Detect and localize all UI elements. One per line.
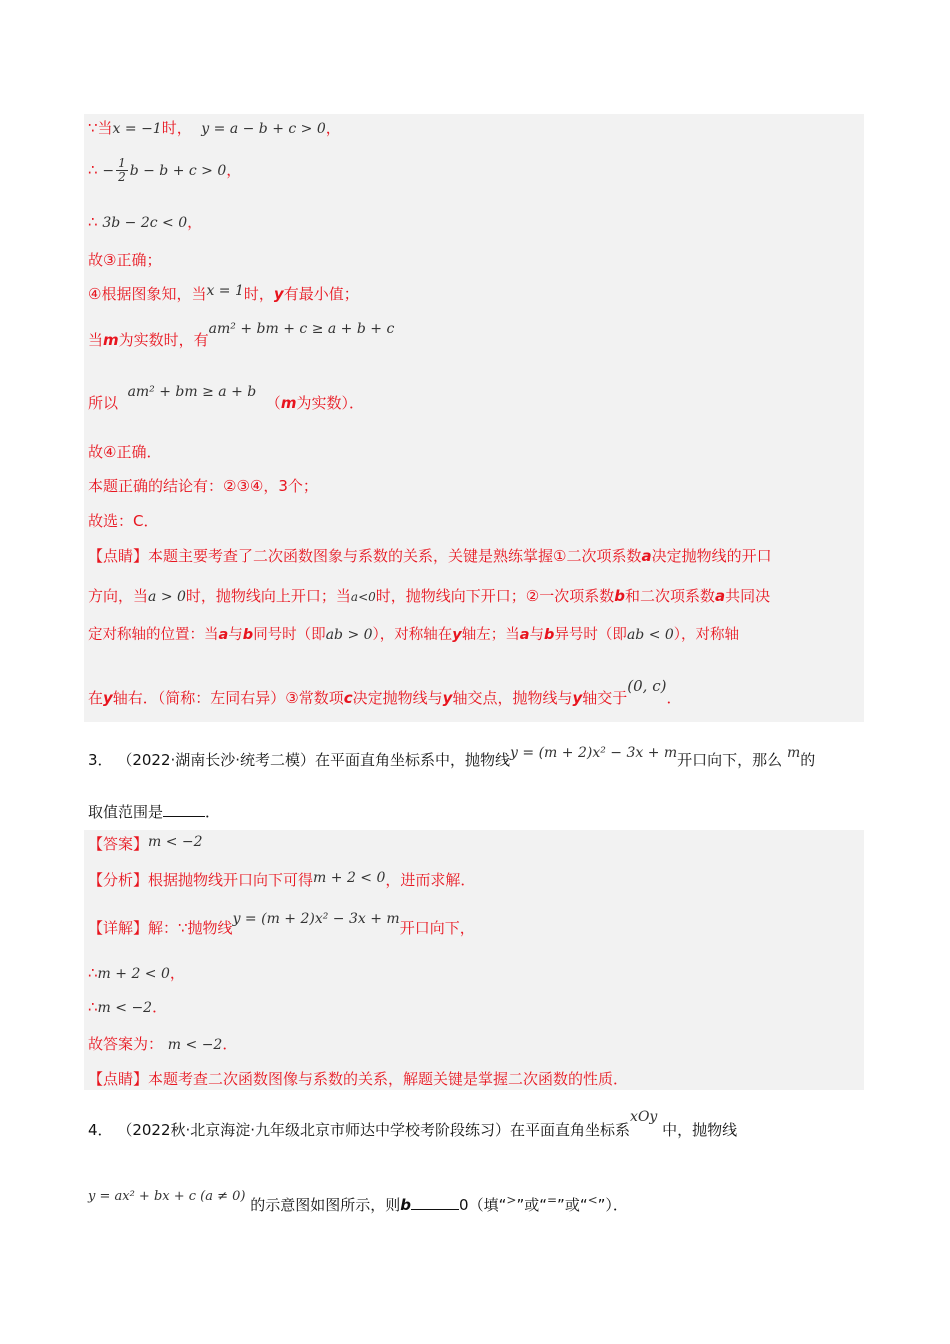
text: 在	[88, 689, 104, 707]
math-expr: m < −2	[148, 834, 203, 850]
math-expr: b − b + c > 0	[129, 163, 227, 179]
text: 定对称轴的位置：当	[88, 627, 219, 643]
text: 和二次项系数	[624, 587, 715, 605]
text: 本题主要考查了二次函数图象与系数的关系，关键是熟练掌握①二次项系数	[148, 547, 642, 565]
math-expr: a<0	[350, 590, 376, 604]
math-expr: =	[546, 1193, 558, 1207]
text: 有最小值；	[283, 285, 359, 303]
variable: a	[519, 627, 530, 643]
question-text: ”或“	[516, 1196, 547, 1214]
math-expr: y = ax² + bx + c (a ≠ 0)	[88, 1189, 246, 1204]
variable: y	[442, 689, 453, 707]
math-expr: y = (m + 2)x² − 3x + m	[232, 911, 400, 927]
text: 轴交于	[582, 689, 628, 707]
text: 轴左；当	[461, 627, 520, 643]
question-text: 的	[800, 751, 816, 769]
math-expr: x = −1	[112, 121, 162, 137]
solution-line-6	[88, 321, 395, 351]
variable: y	[452, 627, 462, 643]
text: ∵当	[88, 119, 113, 137]
variable: b	[400, 1196, 412, 1214]
text: 根据抛物线开口向下可得	[148, 871, 314, 889]
text: 时，	[243, 285, 274, 303]
text: ∴	[88, 964, 98, 982]
dianjing-line-1	[88, 546, 772, 566]
text: ，	[226, 161, 242, 179]
variable: b	[544, 627, 555, 643]
text: 为实数时，有	[118, 331, 209, 349]
question-text: ．	[205, 803, 221, 821]
answer-blank[interactable]	[163, 802, 205, 817]
text: （	[265, 394, 281, 412]
dianjing-line-4	[88, 677, 682, 708]
math-expr: a > 0	[148, 589, 186, 605]
solution-line-7	[88, 384, 364, 414]
variable: c	[343, 689, 353, 707]
solution-line-5	[88, 284, 359, 305]
question-text: （2022·湖南长沙·统考二模）在平面直角坐标系中，抛物线	[117, 751, 511, 769]
question-4-line-1	[88, 1109, 738, 1141]
detail-tag: 【详解】	[88, 919, 149, 937]
math-expr: ab < 0	[626, 627, 674, 643]
text: 同号时（即	[253, 627, 326, 643]
text: ，	[325, 119, 341, 137]
question-number: 4．	[88, 1121, 113, 1139]
question-text: 取值范围是	[88, 803, 164, 821]
question-text: 的示意图如图所示，则	[250, 1196, 401, 1214]
question-text: 开口向下，那么	[677, 751, 783, 769]
q3-analysis	[88, 870, 475, 891]
q3-step-1	[88, 963, 185, 984]
math-expr: m	[786, 745, 801, 761]
text: ∴	[88, 213, 98, 231]
variable: m	[103, 331, 119, 349]
math-expr: m < −2	[167, 1037, 223, 1053]
q3-dianjing	[88, 1069, 628, 1089]
solution-line-8: 故④正确．	[88, 443, 162, 461]
fraction-numerator: 1	[118, 156, 126, 170]
question-text: （2022秋·北京海淀·九年级北京市师达中学校考阶段练习）在平面直角坐标系	[117, 1121, 631, 1139]
question-text: ”或“	[557, 1196, 588, 1214]
analysis-tag: 【分析】	[88, 871, 149, 889]
math-expr: >	[506, 1193, 517, 1207]
text: 时，抛物线向下开口；②一次项系数	[375, 587, 615, 605]
math-expr: m < −2	[97, 1000, 153, 1016]
text: ．	[666, 689, 682, 707]
math-expr: ab > 0	[325, 627, 373, 643]
question-3-line-2	[88, 802, 220, 822]
question-4-line-2	[88, 1189, 628, 1217]
question-number: 3．	[88, 751, 113, 769]
text: 方向，当	[88, 587, 149, 605]
text: ，	[187, 213, 203, 231]
text: ，	[169, 964, 185, 982]
text: 开口向下，	[399, 919, 475, 937]
math-expr: <	[587, 1193, 598, 1207]
variable: y	[103, 689, 113, 707]
fraction-denominator: 2	[118, 170, 126, 184]
math-expr: 3b − 2c < 0	[102, 215, 188, 231]
dianjing-tag: 【点睛】	[88, 547, 149, 565]
variable: b	[242, 627, 254, 643]
variable: b	[614, 587, 625, 605]
text: 与	[529, 627, 545, 643]
text: ④根据图象知，当	[88, 285, 207, 303]
question-text: 中，抛物线	[662, 1121, 738, 1139]
question-text: 0（填“	[459, 1196, 507, 1214]
text: ，进而求解．	[385, 871, 476, 889]
text: 决定抛物线与	[352, 689, 443, 707]
text: 共同决	[725, 587, 771, 605]
variable: m	[280, 394, 297, 412]
text: 异号时（即	[554, 627, 627, 643]
math-expr: y = (m + 2)x² − 3x + m	[510, 745, 678, 761]
math-expr: am² + bm ≥ a + b	[127, 384, 257, 400]
solution-line-3	[88, 212, 202, 233]
variable: y	[273, 285, 284, 303]
text: 轴右．（简称：左同右异）③常数项	[112, 689, 344, 707]
math-expr: −	[102, 163, 115, 179]
text: ∴	[88, 998, 98, 1016]
text: ．	[222, 1035, 238, 1053]
question-text: ”）．	[597, 1196, 628, 1214]
text: 时，抛物线向上开口；当	[185, 587, 351, 605]
solution-line-2	[88, 155, 241, 186]
text: 时，	[161, 119, 192, 137]
solution-line-1	[88, 118, 341, 139]
text: ），对称轴在	[372, 627, 453, 643]
solution-line-10: 故选：C．	[88, 512, 159, 530]
dianjing-tag: 【点睛】	[88, 1070, 149, 1088]
text: ∴	[88, 161, 98, 179]
text: 决定抛物线的开口	[651, 547, 772, 565]
text: 故答案为：	[88, 1035, 164, 1053]
answer-blank[interactable]	[411, 1195, 459, 1210]
text: ），对称轴	[673, 627, 740, 643]
math-expr: am² + bm + c ≥ a + b + c	[208, 321, 395, 337]
dianjing-line-2	[88, 586, 770, 607]
math-expr: xOy	[630, 1109, 658, 1125]
text: 解：∵抛物线	[148, 919, 233, 937]
q3-step-2	[88, 997, 167, 1018]
text: 当	[88, 331, 104, 349]
solution-line-4: 故③正确；	[88, 251, 162, 269]
text: 轴交点，抛物线与	[452, 689, 573, 707]
math-expr: m + 2 < 0	[313, 870, 386, 886]
solution-line-9: 本题正确的结论有：②③④，3个；	[88, 477, 318, 495]
math-expr: y = a − b + c > 0	[201, 121, 326, 137]
text: ．	[152, 998, 168, 1016]
variable: a	[218, 627, 229, 643]
variable: y	[572, 689, 583, 707]
q3-detail	[88, 911, 475, 939]
text: 为实数）．	[296, 394, 364, 412]
text: 所以	[88, 394, 119, 412]
text: 本题考查二次函数图像与系数的关系，解题关键是掌握二次函数的性质．	[148, 1070, 629, 1088]
answer-tag: 【答案】	[88, 835, 149, 853]
variable: a	[641, 547, 652, 565]
question-3-line-1	[88, 745, 816, 771]
fraction	[116, 157, 128, 184]
math-expr: m + 2 < 0	[97, 966, 170, 982]
variable: a	[714, 587, 726, 605]
math-expr: (0, c)	[627, 677, 667, 695]
text: 与	[228, 627, 243, 643]
q3-answer	[88, 834, 203, 855]
q3-step-3	[88, 1034, 237, 1055]
math-expr: x = 1	[206, 283, 244, 299]
dianjing-line-3	[88, 625, 739, 645]
